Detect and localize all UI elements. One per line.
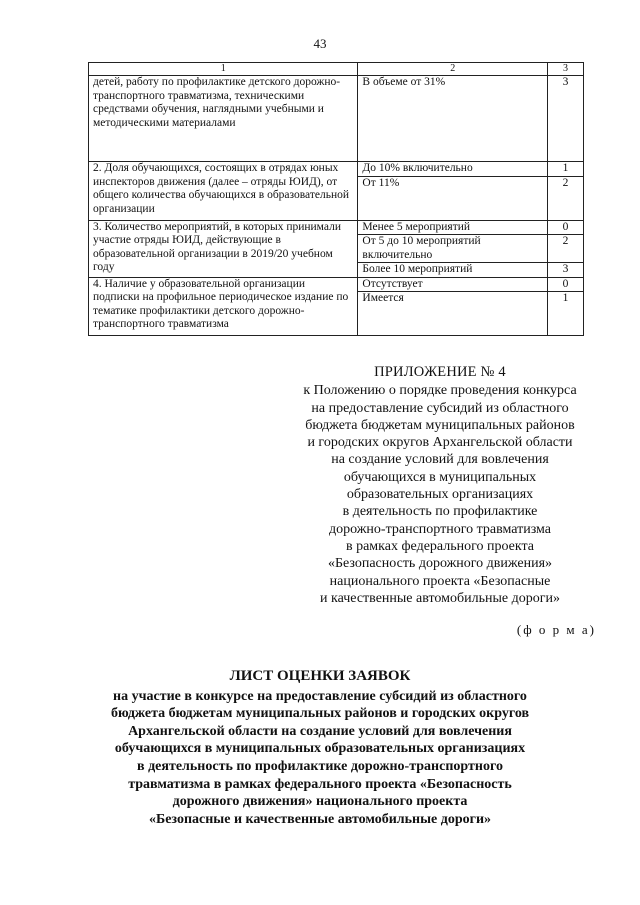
appendix-line: на создание условий для вовлечения [331, 452, 549, 468]
title-line: «Безопасные и качественные автомобильные дороги» [148, 811, 492, 827]
column-header: 3 [548, 63, 584, 76]
table-row [89, 220, 584, 235]
points-cell: 0 [548, 277, 584, 292]
option-cell: От 5 до 10 мероприятий включительно [358, 235, 548, 263]
appendix-line: и качественные автомобильные дороги» [320, 590, 560, 606]
page-number: 43 [313, 36, 327, 51]
form-note: (ф о р м а) [516, 622, 596, 637]
appendix-line: национального проекта «Безопасные [329, 573, 551, 589]
appendix-line: в деятельность по профилактике [342, 504, 538, 520]
appendix-line: и городских округов Архангельской области [307, 435, 573, 451]
points-cell: 1 [548, 292, 584, 336]
criterion-cell: детей, работу по профилактике детского дорожно-транспортного травматизма, техническими средствами обучения, наглядными учебными и методическими материалами [89, 76, 358, 162]
appendix-line: на предоставление субсидий из областного [311, 400, 569, 416]
points-cell: 1 [548, 162, 584, 177]
points-cell: 3 [548, 76, 584, 162]
points-cell: 2 [548, 235, 584, 263]
criterion-cell: 3. Количество мероприятий, в которых принимали участие отряды ЮИД, действующие в образовательной организации в 2019/20 учебном году [89, 220, 358, 277]
title-line: дорожного движения» национального проекта [172, 794, 468, 810]
appendix-line: в рамках федерального проекта [345, 538, 534, 554]
appendix-line: бюджета бюджетам муниципальных районов [305, 417, 575, 433]
column-header: 2 [358, 63, 548, 76]
title-line: травматизма в рамках федерального проекта «Безопасность [128, 776, 512, 792]
points-cell: 0 [548, 220, 584, 235]
table-header-row [89, 63, 584, 76]
table-row [89, 76, 584, 162]
option-cell: Менее 5 мероприятий [358, 220, 548, 235]
option-cell: Имеется [358, 292, 548, 336]
title-line: в деятельность по профилактике дорожно-транспортного [137, 758, 503, 774]
appendix-line: дорожно-транспортного травматизма [328, 521, 552, 537]
appendix-line: образовательных организациях [346, 487, 534, 503]
points-cell: 2 [548, 176, 584, 220]
title-line: обучающихся в муниципальных образовательных организациях [114, 741, 526, 757]
criterion-cell: 2. Доля обучающихся, состоящих в отрядах юных инспекторов движения (далее – отряды ЮИД), от общего количества обучающихся в образовательной организации [89, 162, 358, 221]
criteria-table [88, 62, 584, 336]
table-row [89, 277, 584, 292]
option-cell: От 11% [358, 176, 548, 220]
document-title: ЛИСТ ОЦЕНКИ ЗАЯВОК [229, 668, 411, 684]
column-header: 1 [89, 63, 358, 76]
appendix-line: к Положению о порядке проведения конкурса [303, 383, 577, 399]
option-cell: Отсутствует [358, 277, 548, 292]
option-cell: До 10% включительно [358, 162, 548, 177]
appendix-heading: ПРИЛОЖЕНИЕ № 4 [374, 364, 506, 380]
appendix-line: обучающихся в муниципальных [343, 469, 537, 485]
title-line: бюджета бюджетам муниципальных районов и городских округов [110, 706, 530, 722]
title-line: Архангельской области на создание условий для вовлечения [128, 723, 512, 739]
criterion-cell: 4. Наличие у образовательной организации подписки на профильное периодическое издание по тематике профилактики детского дорожно-транспортного травматизма [89, 277, 358, 336]
document-title-block [60, 668, 580, 828]
option-cell: Более 10 мероприятий [358, 263, 548, 278]
table-row [89, 162, 584, 177]
title-line: на участие в конкурсе на предоставление субсидий из областного [113, 688, 527, 704]
option-cell: В объеме от 31% [358, 76, 548, 162]
points-cell: 3 [548, 263, 584, 278]
appendix-line: «Безопасность дорожного движения» [327, 556, 553, 572]
appendix-block [270, 364, 610, 607]
